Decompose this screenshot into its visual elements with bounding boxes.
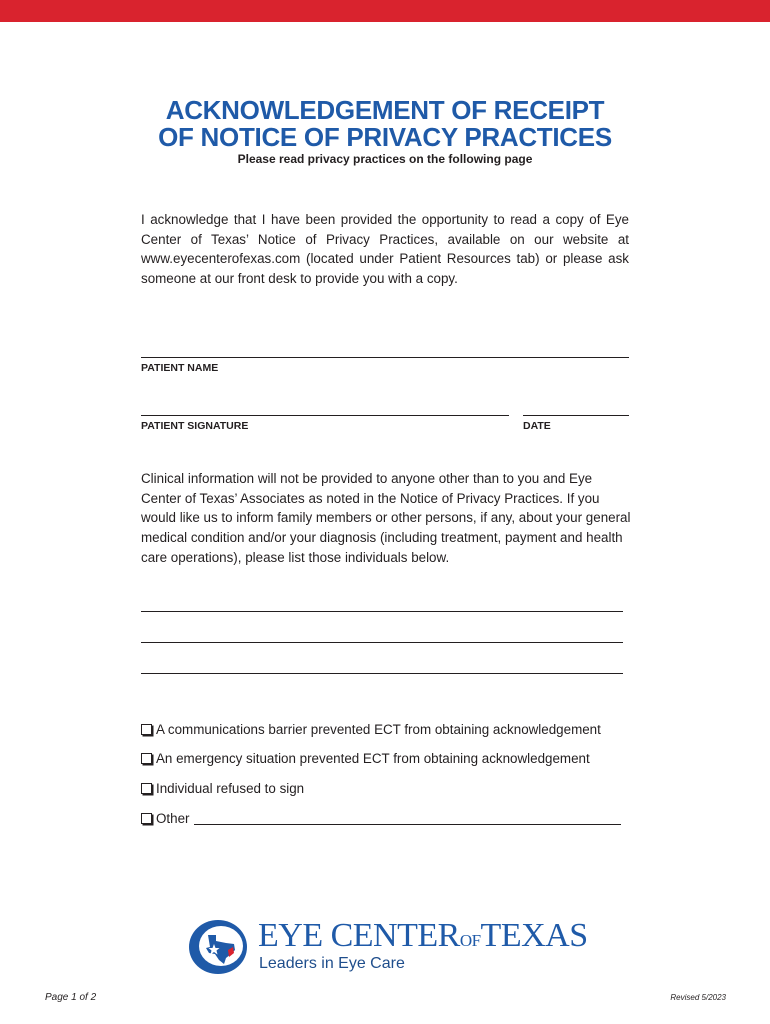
checkbox-label: Other — [156, 811, 190, 826]
checkbox-label: An emergency situation prevented ECT from obtaining acknowledgement — [156, 751, 590, 766]
patient-name-label: PATIENT NAME — [141, 362, 219, 374]
checkbox-icon[interactable] — [141, 724, 152, 735]
checkbox-icon[interactable] — [141, 813, 152, 824]
logo-wordmark-part1: EYE CENTER — [258, 917, 460, 954]
checkbox-communications-barrier[interactable] — [141, 722, 601, 737]
page-number: Page 1 of 2 — [45, 992, 97, 1003]
other-specify-line[interactable] — [194, 812, 621, 825]
checkbox-label: A communications barrier prevented ECT from obtaining acknowledgement — [156, 722, 601, 737]
logo-wordmark-part2: TEXAS — [480, 917, 588, 954]
date-line[interactable] — [523, 415, 629, 416]
checkbox-label: Individual refused to sign — [156, 781, 305, 796]
revision-date: Revised 5/2023 — [670, 993, 726, 1002]
eye-center-of-texas-logo — [188, 915, 588, 977]
title-line-2: OF NOTICE OF PRIVACY PRACTICES — [158, 122, 612, 152]
individual-line-1[interactable] — [141, 611, 623, 612]
checkbox-icon[interactable] — [141, 783, 152, 794]
checkbox-other[interactable] — [141, 811, 621, 826]
clinical-info-paragraph: Clinical information will not be provided to anyone other than to you and Eye Center of Texas’ Associates as noted in the Notice of Privacy Practices. If you would like us to inform family members or other persons, if any, about your general medical condition and/or your diagnosis (including treatment, payment and health care operations), please list those individuals below. — [141, 471, 631, 565]
individual-line-3[interactable] — [141, 673, 623, 674]
texas-eye-icon — [188, 917, 250, 977]
subtitle: Please read privacy practices on the following page — [237, 152, 533, 166]
logo-tagline: Leaders in Eye Care — [259, 955, 405, 972]
individual-line-2[interactable] — [141, 642, 623, 643]
patient-signature-label: PATIENT SIGNATURE — [141, 420, 249, 432]
logo-wordmark-of: OF — [459, 931, 481, 950]
checkbox-icon[interactable] — [141, 753, 152, 764]
checkbox-emergency-situation[interactable] — [141, 751, 590, 766]
title-line-1: ACKNOWLEDGEMENT OF RECEIPT — [165, 95, 605, 125]
patient-name-line[interactable] — [141, 357, 629, 358]
date-label: DATE — [523, 420, 551, 432]
patient-signature-line[interactable] — [141, 415, 509, 416]
acknowledgement-paragraph: I acknowledge that I have been provided the opportunity to read a copy of Eye Center of Texas’ Notice of Privacy Practices, available on our website at www.eyecenterofexas.com (located under Patient Resources tab) or please ask someone at our front desk to provide you with a copy. — [141, 212, 629, 287]
checkbox-refused-to-sign[interactable] — [141, 781, 304, 796]
logo-wordmark — [258, 919, 588, 958]
top-accent-bar — [0, 0, 770, 22]
